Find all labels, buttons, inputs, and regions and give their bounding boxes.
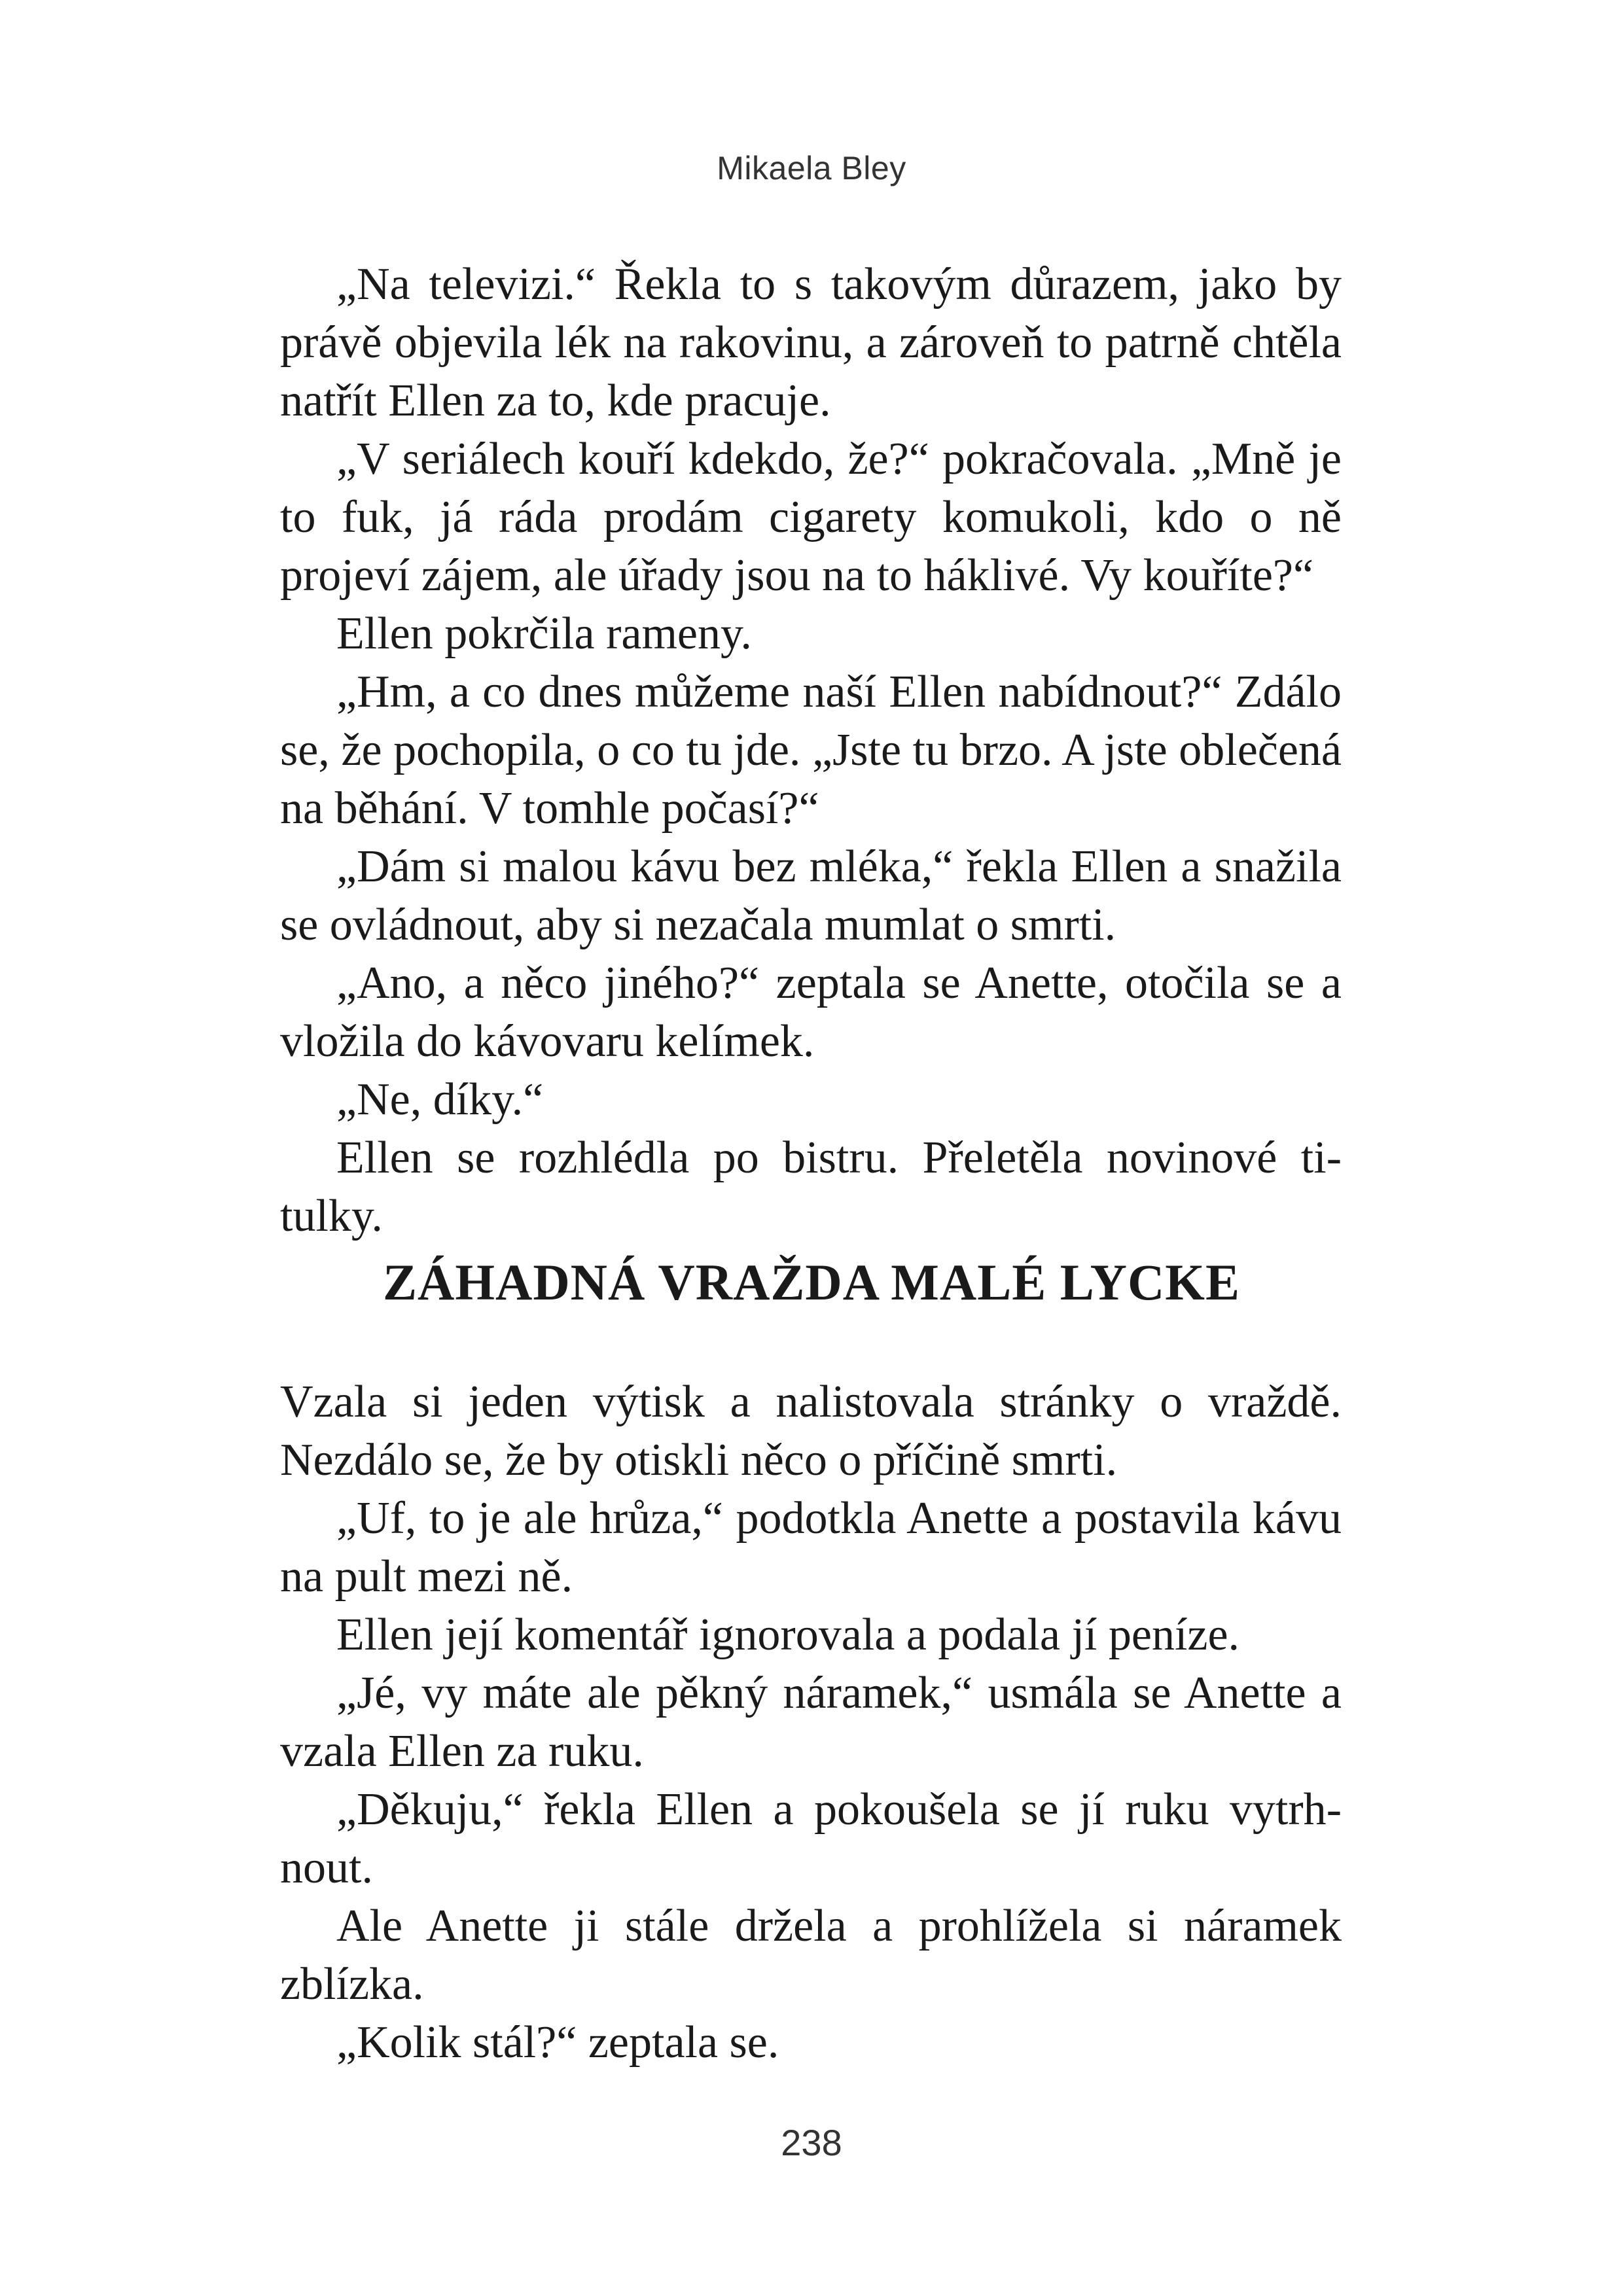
paragraph: „Jé, vy máte ale pěkný náramek,“ usmála se Anette a vzala Ellen za ruku. <box>280 1668 1342 1776</box>
page-number: 238 <box>781 2122 842 2163</box>
newspaper-headline: ZÁHADNÁ VRAŽDA MALÉ LYCKE <box>382 1254 1241 1311</box>
paragraph: Ellen pokrčila rameny. <box>336 609 752 659</box>
paragraph: Ale Anette ji stále držela a prohlížela si náramek zblízka. <box>280 1901 1342 2009</box>
paragraph: „Hm, a co dnes můžeme naší Ellen nabídnout?“ Zdálo se, že pochopila, o co tu jde. „Jste tu brzo. A jste oblečená na běhání. V tomhle počasí?“ <box>280 667 1342 834</box>
paragraph: „Dám si malou kávu bez mléka,“ řekla Ellen a snažila se ovládnout, aby si nezačala mumlat o smrti. <box>280 841 1342 950</box>
paragraph: „Uf, to je ale hrůza,“ podotkla Anette a postavila kávu na pult mezi ně. <box>280 1493 1342 1602</box>
paragraph: Vzala si jeden výtisk a nalistovala stránky o vraždě. Nezdálo se, že by otiskli něco o příčině smrti. <box>280 1377 1342 1485</box>
paragraph: „Kolik stál?“ zeptala se. <box>336 2017 779 2068</box>
paragraph: „V seriálech kouří kdekdo, že?“ pokračovala. „Mně je to fuk, já ráda prodám cigarety komukoli, kdo o ně projeví zájem, ale úřady jsou na to háklivé. Vy kouříte?“ <box>280 434 1342 601</box>
running-head-author: Mikaela Bley <box>717 150 906 186</box>
paragraph: „Ne, díky.“ <box>336 1074 544 1125</box>
paragraph: Ellen její komentář ignorovala a podala jí peníze. <box>336 1610 1240 1660</box>
paragraph: „Na televizi.“ Řekla to s takovým důrazem, jako by právě objevila lék na rakovinu, a zároveň to patrně chtěla natřít Ellen za to, kde pracuje. <box>280 259 1342 426</box>
paragraph: „Děkuju,“ řekla Ellen a pokoušela se jí ruku vytrhnout. <box>280 1784 1342 1893</box>
body-text-before-heading <box>280 255 1342 1245</box>
body-text-after-heading <box>280 1373 1342 2072</box>
paragraph: „Ano, a něco jiného?“ zeptala se Anette, otočila se a vložila do kávovaru kelímek. <box>280 958 1342 1067</box>
paragraph: Ellen se rozhlédla po bistru. Přeletěla novinové titulky. <box>280 1133 1342 1241</box>
